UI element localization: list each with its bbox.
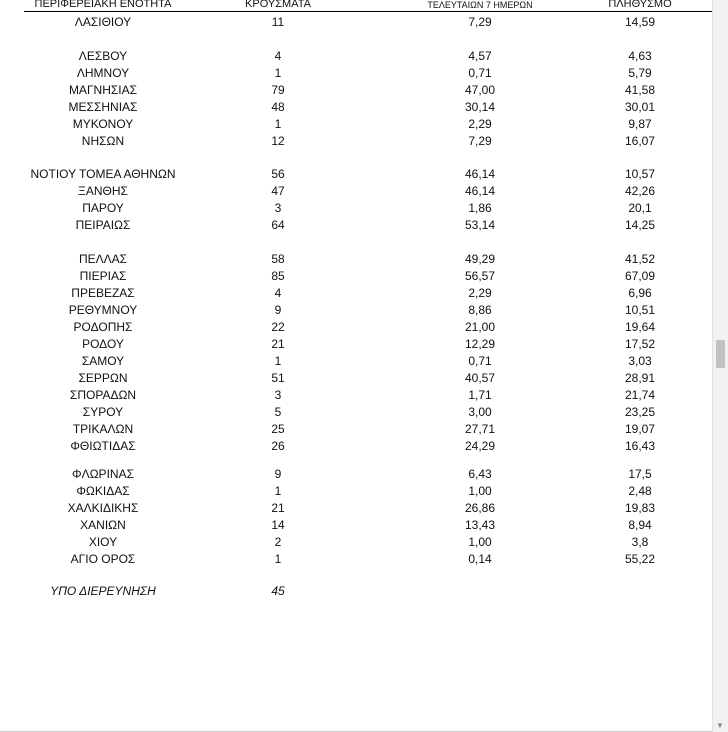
cases-value: 47 <box>271 184 285 198</box>
under-investigation-row <box>0 583 712 599</box>
table-row <box>0 302 712 318</box>
cases-value: 79 <box>271 83 285 97</box>
header-population: ΠΛΗΘΥΣΜΟ <box>608 0 672 10</box>
cases-value: 1 <box>274 117 282 131</box>
population-value: 14,25 <box>624 218 656 232</box>
population-value: 16,43 <box>624 439 656 453</box>
last7-value: 46,14 <box>464 167 496 181</box>
region-name: ΦΩΚΙΔΑΣ <box>76 484 130 498</box>
table-row <box>0 370 712 386</box>
population-value: 10,51 <box>624 303 656 317</box>
cases-value: 1 <box>274 66 282 80</box>
cases-value: 22 <box>271 320 285 334</box>
cases-value: 3 <box>274 388 282 402</box>
last7-value: 26,86 <box>464 501 496 515</box>
region-name: ΦΘΙΩΤΙΔΑΣ <box>70 439 136 453</box>
table-row <box>0 500 712 516</box>
population-value: 42,26 <box>624 184 656 198</box>
population-value: 28,91 <box>624 371 656 385</box>
table-row <box>0 251 712 267</box>
population-value: 23,25 <box>624 405 656 419</box>
population-value: 3,03 <box>628 354 652 368</box>
cases-value: 4 <box>274 286 282 300</box>
region-name: ΜΑΓΝΗΣΙΑΣ <box>68 83 138 97</box>
cases-value: 9 <box>274 303 282 317</box>
region-name: ΡΕΘΥΜΝΟΥ <box>68 303 138 317</box>
last7-value: 7,29 <box>468 134 492 148</box>
last7-value: 0,71 <box>468 66 492 80</box>
region-name: ΧΙΟΥ <box>88 535 118 549</box>
table-row <box>0 387 712 403</box>
last7-value: 47,00 <box>464 83 496 97</box>
table-row <box>0 166 712 182</box>
region-name: ΠΕΛΛΑΣ <box>78 252 128 266</box>
table-row <box>0 183 712 199</box>
vertical-scrollbar[interactable] <box>712 0 728 732</box>
last7-value: 1,00 <box>468 484 492 498</box>
region-name: ΝΟΤΙΟΥ ΤΟΜΕΑ ΑΘΗΝΩΝ <box>30 167 176 181</box>
header-region: ΠΕΡΙΦΕΡΕΙΑΚΗ ΕΝΟΤΗΤΑ <box>34 0 172 10</box>
header-last7: ΤΕΛΕΥΤΑΙΩΝ 7 ΗΜΕΡΩΝ <box>427 0 533 10</box>
last7-value: 1,86 <box>468 201 492 215</box>
table-row <box>0 82 712 98</box>
cases-value: 5 <box>274 405 282 419</box>
header-cases: ΚΡΟΥΣΜΑΤΑ <box>245 0 311 10</box>
table-row <box>0 133 712 149</box>
cases-value: 2 <box>274 535 282 549</box>
population-value: 17,52 <box>624 337 656 351</box>
region-name: ΠΕΙΡΑΙΩΣ <box>75 218 131 232</box>
last7-value: 1,71 <box>468 388 492 402</box>
cases-value: 3 <box>274 201 282 215</box>
last7-value: 8,86 <box>468 303 492 317</box>
scroll-down-arrow-icon[interactable]: ▼ <box>716 721 724 730</box>
last7-value: 0,14 <box>468 552 492 566</box>
table-row <box>0 116 712 132</box>
population-value: 2,48 <box>628 484 652 498</box>
population-value: 8,94 <box>628 518 652 532</box>
table-row <box>0 217 712 233</box>
region-name: ΛΑΣΙΘΙΟΥ <box>74 15 132 29</box>
table-row <box>0 48 712 64</box>
last7-value: 2,29 <box>468 286 492 300</box>
region-name: ΤΡΙΚΑΛΩΝ <box>72 422 134 436</box>
cases-value: 25 <box>271 422 285 436</box>
region-name: ΧΑΛΚΙΔΙΚΗΣ <box>67 501 139 515</box>
table-row <box>0 353 712 369</box>
table-row <box>0 438 712 454</box>
last7-value: 4,57 <box>468 49 492 63</box>
cases-value: 51 <box>271 371 285 385</box>
population-value: 67,09 <box>624 269 656 283</box>
region-name: ΡΟΔΟΥ <box>82 337 124 351</box>
region-name: ΛΕΣΒΟΥ <box>78 49 128 63</box>
region-name: ΣΠΟΡΑΔΩΝ <box>69 388 137 402</box>
cases-value: 1 <box>274 484 282 498</box>
investigation-cases: 45 <box>271 584 285 598</box>
region-name: ΡΟΔΟΠΗΣ <box>73 320 133 334</box>
table-row <box>0 421 712 437</box>
table-row <box>0 534 712 550</box>
cases-value: 56 <box>271 167 285 181</box>
last7-value: 24,29 <box>464 439 496 453</box>
cases-value: 4 <box>274 49 282 63</box>
region-name: ΞΑΝΘΗΣ <box>78 184 128 198</box>
table-row <box>0 99 712 115</box>
region-name: ΜΕΣΣΗΝΙΑΣ <box>68 100 138 114</box>
population-value: 41,52 <box>624 252 656 266</box>
region-name: ΠΙΕΡΙΑΣ <box>79 269 127 283</box>
population-value: 6,96 <box>628 286 652 300</box>
cases-value: 1 <box>274 552 282 566</box>
region-name: ΣΑΜΟΥ <box>81 354 125 368</box>
cases-value: 21 <box>271 337 285 351</box>
last7-value: 6,43 <box>468 467 492 481</box>
last7-value: 46,14 <box>464 184 496 198</box>
last7-value: 40,57 <box>464 371 496 385</box>
cases-value: 26 <box>271 439 285 453</box>
cases-value: 64 <box>271 218 285 232</box>
table-row <box>0 200 712 216</box>
last7-value: 13,43 <box>464 518 496 532</box>
region-name: ΑΓΙΟ ΟΡΟΣ <box>70 552 136 566</box>
table-row <box>0 404 712 420</box>
region-name: ΝΗΣΩΝ <box>81 134 125 148</box>
region-name: ΜΥΚΟΝΟΥ <box>72 117 134 131</box>
cases-value: 9 <box>274 467 282 481</box>
region-name: ΠΑΡΟΥ <box>82 201 124 215</box>
population-value: 21,74 <box>624 388 656 402</box>
cases-value: 21 <box>271 501 285 515</box>
population-value: 19,64 <box>624 320 656 334</box>
population-value: 20,1 <box>628 201 652 215</box>
population-value: 41,58 <box>624 83 656 97</box>
table-row <box>0 517 712 533</box>
table-row <box>0 551 712 567</box>
table-row <box>0 319 712 335</box>
last7-value: 0,71 <box>468 354 492 368</box>
population-value: 3,8 <box>631 535 649 549</box>
population-value: 10,57 <box>624 167 656 181</box>
population-value: 19,07 <box>624 422 656 436</box>
last7-value: 3,00 <box>468 405 492 419</box>
region-name: ΛΗΜΝΟΥ <box>76 66 130 80</box>
table-row <box>0 483 712 499</box>
population-value: 17,5 <box>628 467 652 481</box>
last7-value: 2,29 <box>468 117 492 131</box>
last7-value: 1,00 <box>468 535 492 549</box>
population-value: 16,07 <box>624 134 656 148</box>
region-name: ΠΡΕΒΕΖΑΣ <box>71 286 135 300</box>
last7-value: 7,29 <box>468 15 492 29</box>
region-name: ΣΕΡΡΩΝ <box>78 371 128 385</box>
table-row <box>0 268 712 284</box>
cases-value: 14 <box>271 518 285 532</box>
cases-value: 1 <box>274 354 282 368</box>
region-name: ΣΥΡΟΥ <box>82 405 124 419</box>
table-row <box>0 466 712 482</box>
last7-value: 12,29 <box>464 337 496 351</box>
population-value: 19,83 <box>624 501 656 515</box>
last7-value: 27,71 <box>464 422 496 436</box>
population-value: 14,59 <box>624 15 656 29</box>
population-value: 30,01 <box>624 100 656 114</box>
cases-value: 58 <box>271 252 285 266</box>
region-name: ΦΛΩΡΙΝΑΣ <box>72 467 134 481</box>
scrollbar-thumb[interactable] <box>716 340 725 368</box>
cases-value: 12 <box>271 134 285 148</box>
last7-value: 53,14 <box>464 218 496 232</box>
table-row <box>0 65 712 81</box>
table-row <box>0 336 712 352</box>
cases-value: 85 <box>271 269 285 283</box>
last7-value: 21,00 <box>464 320 496 334</box>
population-value: 55,22 <box>624 552 656 566</box>
table-row <box>0 285 712 301</box>
population-value: 9,87 <box>628 117 652 131</box>
population-value: 4,63 <box>628 49 652 63</box>
table-row <box>0 14 712 30</box>
last7-value: 49,29 <box>464 252 496 266</box>
cases-value: 48 <box>271 100 285 114</box>
population-value: 5,79 <box>628 66 652 80</box>
region-name: ΧΑΝΙΩΝ <box>80 518 126 532</box>
last7-value: 30,14 <box>464 100 496 114</box>
cases-value: 11 <box>271 15 285 29</box>
investigation-label: ΥΠΟ ΔΙΕΡΕΥΝΗΣΗ <box>50 584 156 598</box>
last7-value: 56,57 <box>464 269 496 283</box>
